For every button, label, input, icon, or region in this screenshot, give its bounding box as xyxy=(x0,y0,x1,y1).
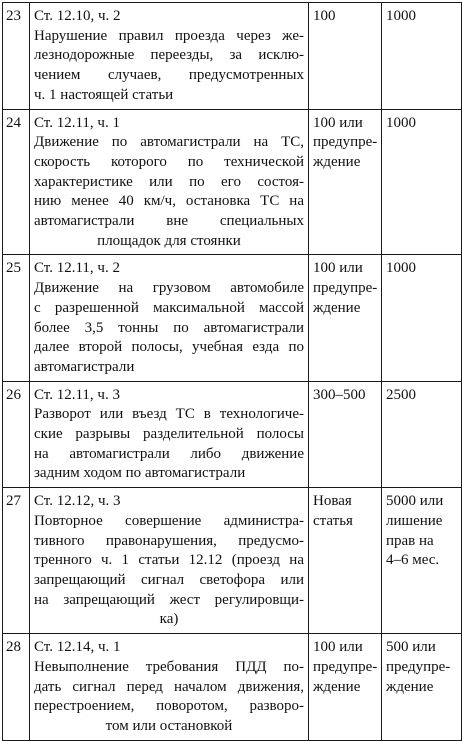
fine-old-text: 100 xyxy=(313,8,336,24)
fine-old-cell xyxy=(309,381,382,488)
violation-description-line: площадок для стоянки xyxy=(97,232,241,249)
violation-description-line: с разрешенной максимальной массой xyxy=(34,299,304,316)
violation-description-line: Повторное совершение администра- xyxy=(34,512,304,529)
fine-new-text: 2500 xyxy=(386,386,416,403)
row-number-text: 27 xyxy=(6,493,21,510)
row-number-text: 24 xyxy=(6,114,21,131)
fine-new-cell xyxy=(382,381,462,488)
row-number xyxy=(3,488,30,634)
violation-cell xyxy=(30,634,309,741)
violation-description-line: характеристике или по его состоя- xyxy=(34,173,304,190)
violation-description-line: том или остановкой xyxy=(105,717,233,734)
violation-description-line: автомагистрали xyxy=(34,358,135,375)
fine-old-cell xyxy=(309,634,382,741)
violation-description-line: Разворот или въезд ТС в технологиче- xyxy=(34,406,304,423)
violation-cell xyxy=(30,3,309,110)
fine-new-text: 4–6 мес. xyxy=(386,552,440,569)
fine-old-text: ждение xyxy=(313,299,361,316)
row-number-text: 25 xyxy=(6,260,21,277)
violation-description-line: ка) xyxy=(159,611,179,628)
fine-old-text: ждение xyxy=(313,678,361,695)
fine-new-text: 1000 xyxy=(386,260,416,277)
fine-new-cell xyxy=(382,3,462,110)
fine-new-text: 5000 или xyxy=(386,493,444,510)
violation-description-line: задним ходом по автомагистрали xyxy=(34,465,246,482)
fine-new-text: 1000 xyxy=(386,8,416,24)
article-reference: Ст. 12.14, ч. 1 xyxy=(34,639,121,656)
fine-old-text: 300–500 xyxy=(313,386,366,403)
fine-new-text: предупре- xyxy=(386,658,451,675)
table-row xyxy=(3,3,462,110)
fine-old-text: Новая xyxy=(313,493,352,510)
fine-new-text: 500 или xyxy=(386,639,436,656)
row-number-text: 23 xyxy=(6,8,21,24)
table-row xyxy=(3,255,462,381)
violation-description-line: скорость которого по технической xyxy=(34,153,304,170)
violation-description-line: ч. 1 настоящей статьи xyxy=(34,86,174,103)
violation-cell xyxy=(30,488,309,634)
violation-description-line: лезнодорожные переезды, за исклю- xyxy=(34,47,304,64)
violation-description-line: Движение по автомагистрали на ТС, xyxy=(34,134,304,151)
violation-description-line: дать сигнал перед началом движения, xyxy=(34,678,304,695)
fine-new-cell xyxy=(382,255,462,381)
violation-description-line: перестроением, поворотом, разворо- xyxy=(34,698,304,715)
violation-description-line: далее второй полосы, учебная езда по xyxy=(34,339,304,356)
fine-new-cell xyxy=(382,109,462,255)
table-row xyxy=(3,488,462,634)
fine-new-text: лишение xyxy=(386,512,443,529)
row-number-text: 26 xyxy=(6,386,21,403)
violation-description-line: более 3,5 тонны по автомагистрали xyxy=(34,319,304,336)
fine-old-cell xyxy=(309,3,382,110)
violation-description-line: Нарушение правил проезда через же- xyxy=(34,27,304,44)
fine-old-text: 100 или xyxy=(313,260,363,277)
fine-old-text: предупре- xyxy=(313,134,378,151)
row-number xyxy=(3,255,30,381)
fine-old-text: 100 или xyxy=(313,114,363,131)
row-number-text: 28 xyxy=(6,639,21,656)
fine-old-text: ждение xyxy=(313,153,361,170)
penalties-table-body xyxy=(3,3,462,741)
row-number xyxy=(3,381,30,488)
violation-description-line: Невыполнение требования ПДД по- xyxy=(34,658,304,675)
violation-description-line: тренного ч. 1 статьи 12.12 (проезд на xyxy=(34,552,304,569)
violation-description-line: Движение на грузовом автомобиле xyxy=(34,280,304,297)
violation-cell xyxy=(30,381,309,488)
row-number xyxy=(3,3,30,110)
fine-old-cell xyxy=(309,109,382,255)
violation-description-line: на запрещающий жест регулировщи- xyxy=(34,591,304,608)
table-row xyxy=(3,634,462,741)
violation-cell xyxy=(30,255,309,381)
fine-old-text: статья xyxy=(313,512,353,529)
violation-description-line: нию менее 40 км/ч, остановка ТС на xyxy=(34,193,304,210)
violation-description-line: тивного правонарушения, предусмо- xyxy=(34,532,304,549)
violation-cell xyxy=(30,109,309,255)
penalties-table xyxy=(2,2,462,741)
article-reference: Ст. 12.11, ч. 2 xyxy=(34,260,120,277)
violation-description-line: ские разрывы разделительной полосы xyxy=(34,426,304,443)
article-reference: Ст. 12.11, ч. 3 xyxy=(34,386,120,403)
article-reference: Ст. 12.12, ч. 3 xyxy=(34,493,121,510)
row-number xyxy=(3,109,30,255)
fine-new-text: 1000 xyxy=(386,114,416,131)
fine-new-cell xyxy=(382,488,462,634)
violation-description-line: автомагистрали вне специальных xyxy=(34,213,304,230)
fine-old-text: предупре- xyxy=(313,280,378,297)
fine-old-cell xyxy=(309,488,382,634)
fine-old-text: 100 или xyxy=(313,639,363,656)
article-reference: Ст. 12.10, ч. 2 xyxy=(34,8,121,24)
table-row xyxy=(3,109,462,255)
row-number xyxy=(3,634,30,741)
fine-old-text: предупре- xyxy=(313,658,378,675)
fine-new-cell xyxy=(382,634,462,741)
fine-new-text: прав на xyxy=(386,532,434,549)
table-row xyxy=(3,381,462,488)
violation-description-line: запрещающий сигнал светофора или xyxy=(34,571,304,588)
article-reference: Ст. 12.11, ч. 1 xyxy=(34,114,120,131)
fine-old-cell xyxy=(309,255,382,381)
violation-description-line: чением случаев, предусмотренных xyxy=(34,67,304,84)
violation-description-line: на автомагистрали либо движение xyxy=(34,445,304,462)
fine-new-text: ждение xyxy=(386,678,434,695)
